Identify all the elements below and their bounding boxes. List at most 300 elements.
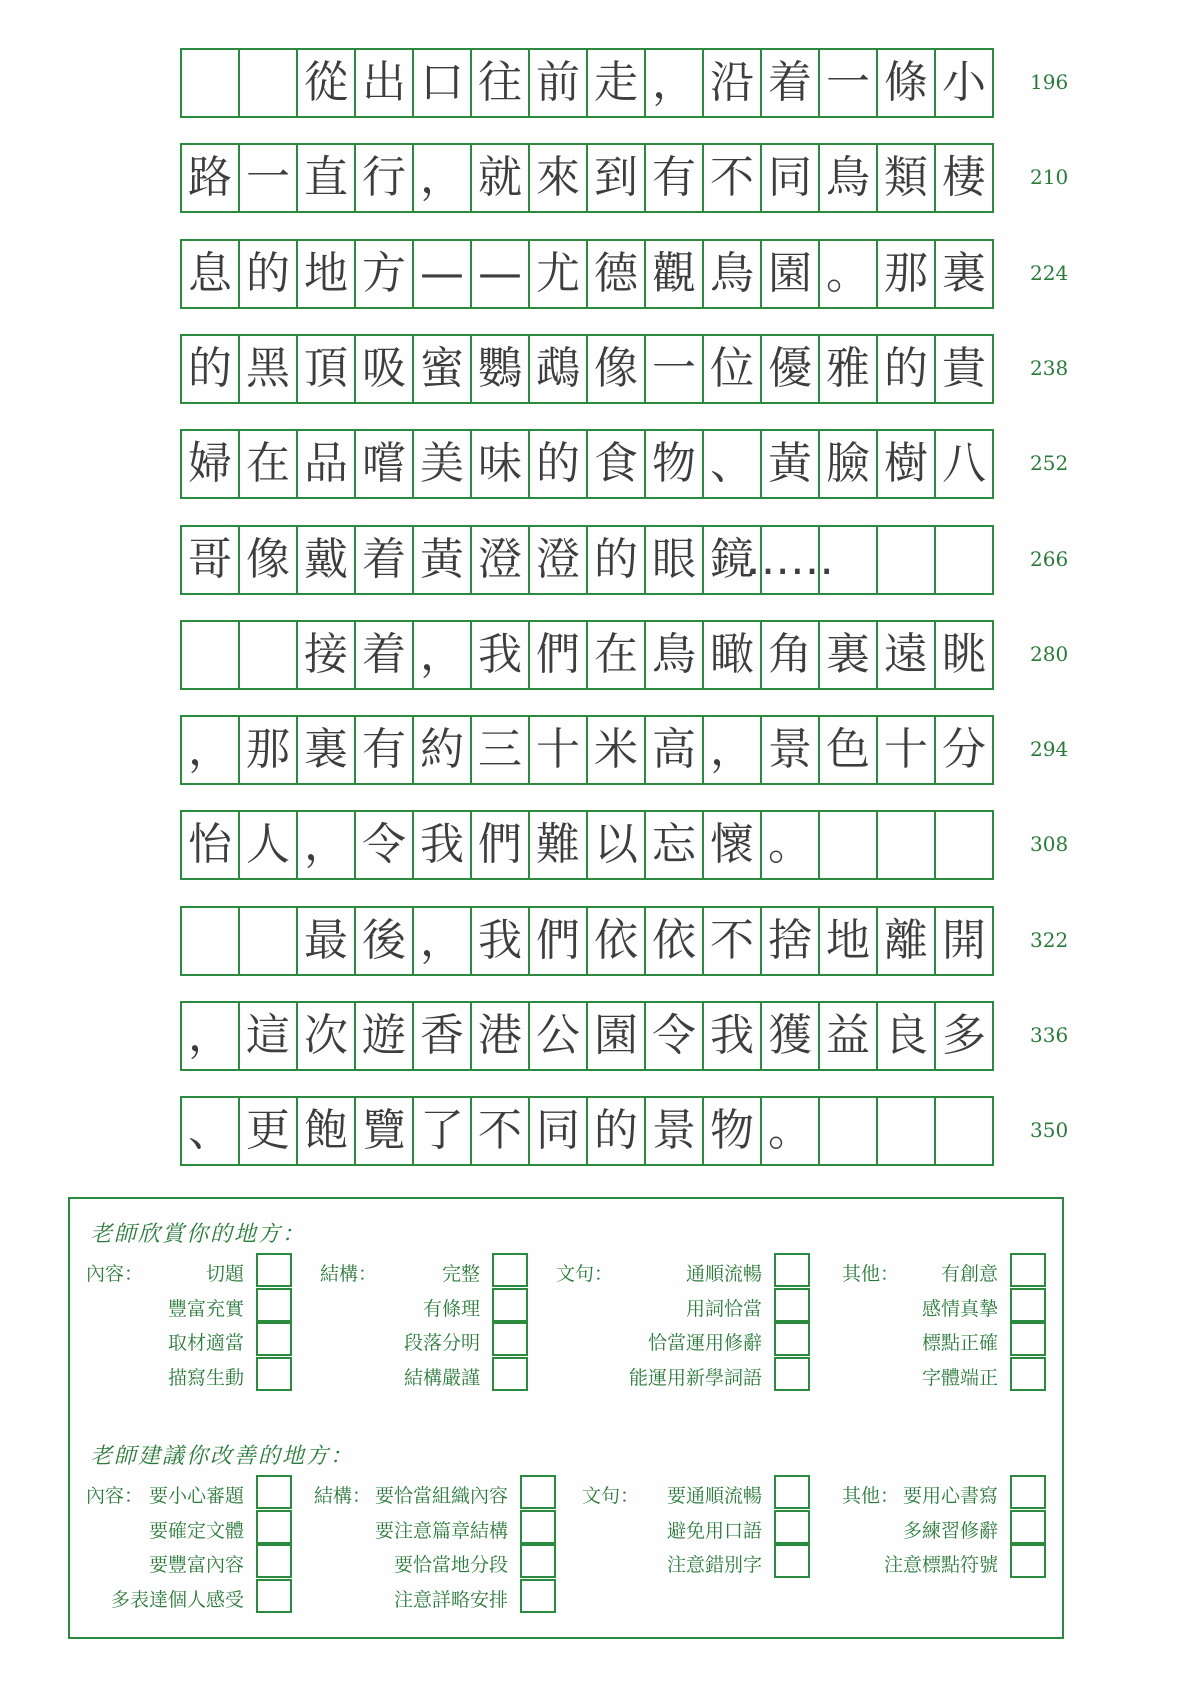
grid-cell <box>586 239 646 309</box>
grid-cell <box>238 620 298 690</box>
handwritten-character: 捨 <box>768 915 812 966</box>
handwritten-character: 益 <box>826 1010 870 1061</box>
handwritten-character: 蜜 <box>420 343 464 394</box>
grid-cell <box>238 715 298 785</box>
checkbox[interactable] <box>492 1322 528 1356</box>
grid-cell <box>644 525 704 595</box>
grid-cell <box>644 143 704 213</box>
handwritten-character: 更 <box>246 1105 290 1156</box>
handwritten-character: 同 <box>768 152 812 203</box>
handwritten-character: 哥 <box>188 534 232 585</box>
handwritten-character: 頂 <box>304 343 348 394</box>
handwritten-character: 十 <box>884 724 928 775</box>
handwritten-character: 有 <box>362 724 406 775</box>
grid-cell <box>586 1001 646 1071</box>
handwritten-character: 前 <box>536 57 580 108</box>
grid-cell <box>934 143 994 213</box>
handwritten-character: 怡 <box>188 819 232 870</box>
handwritten-character: 裏 <box>942 248 986 299</box>
criterion-label: 注意錯別字 <box>666 1554 762 1576</box>
criterion-label: 描寫生動 <box>167 1366 244 1389</box>
handwritten-character: 位 <box>710 343 754 394</box>
checkbox[interactable] <box>492 1253 528 1287</box>
grid-cell <box>934 906 994 976</box>
criterion-label: 注意詳略安排 <box>393 1588 508 1611</box>
criterion-label: 完整 <box>441 1263 480 1285</box>
grid-cell <box>412 239 472 309</box>
handwritten-character: 行 <box>362 152 406 203</box>
character-count: 266 <box>1030 547 1069 571</box>
checkbox[interactable] <box>1010 1253 1046 1287</box>
handwritten-character: 米 <box>594 724 638 775</box>
handwritten-character: 那 <box>246 724 290 775</box>
category-label: 其他： <box>842 1485 900 1507</box>
grid-cell <box>528 620 588 690</box>
grid-cell <box>180 239 240 309</box>
grid-cell <box>528 48 588 118</box>
handwritten-character: 出 <box>362 57 406 108</box>
checkbox[interactable] <box>1010 1475 1046 1509</box>
grid-cell <box>818 48 878 118</box>
grid-cell <box>818 525 878 595</box>
handwritten-character: 直 <box>304 152 348 203</box>
grid-cell <box>180 1096 240 1166</box>
grid-cell <box>702 715 762 785</box>
checkbox[interactable] <box>774 1322 810 1356</box>
criterion-label: 要豐富內容 <box>148 1554 244 1576</box>
handwritten-character: 不 <box>478 1105 522 1156</box>
grid-cell <box>470 429 530 499</box>
checkbox[interactable] <box>520 1475 556 1509</box>
criterion-label: 要小心審題 <box>148 1485 244 1507</box>
handwritten-character: 八 <box>942 438 986 489</box>
grid-cell <box>818 715 878 785</box>
checkbox[interactable] <box>774 1288 810 1322</box>
criterion-label: 多練習修辭 <box>902 1519 998 1542</box>
handwritten-character: 像 <box>246 534 290 585</box>
handwritten-character: 色 <box>826 724 870 775</box>
grid-row <box>180 810 1020 880</box>
grid-cell <box>470 334 530 404</box>
grid-cell <box>296 715 356 785</box>
grid-cell <box>702 1096 762 1166</box>
grid-row <box>180 48 1020 118</box>
grid-cell <box>644 620 704 690</box>
grid-cell <box>760 906 820 976</box>
handwritten-character: 品 <box>304 438 348 489</box>
handwritten-character: 類 <box>884 152 928 203</box>
handwritten-character: 了 <box>420 1105 464 1156</box>
grid-cell <box>702 143 762 213</box>
handwritten-character: 公 <box>536 1010 580 1061</box>
handwritten-character: 忘 <box>652 819 696 870</box>
grid-cell <box>586 48 646 118</box>
grid-cell <box>818 620 878 690</box>
handwritten-character: 們 <box>536 915 580 966</box>
handwritten-character: 。 <box>768 819 812 870</box>
criterion-label: 感情真摯 <box>921 1297 998 1320</box>
handwritten-character: 眺 <box>942 629 986 680</box>
grid-cell <box>238 1001 298 1071</box>
grid-cell <box>586 429 646 499</box>
handwritten-character: 。 <box>768 1105 812 1156</box>
checkbox[interactable] <box>256 1510 292 1544</box>
handwritten-character: 港 <box>478 1010 522 1061</box>
grid-cell <box>412 1001 472 1071</box>
handwritten-character: 十 <box>536 724 580 775</box>
grid-cell <box>296 143 356 213</box>
handwritten-character: 婦 <box>188 438 232 489</box>
grid-cell <box>876 715 936 785</box>
handwritten-character: 味 <box>478 438 522 489</box>
grid-cell <box>238 525 298 595</box>
handwritten-character: 棲 <box>942 152 986 203</box>
handwritten-character: 就 <box>478 152 522 203</box>
checkbox[interactable] <box>774 1544 810 1578</box>
grid-cell <box>296 525 356 595</box>
category-label: 內容： <box>86 1263 144 1285</box>
grid-cell <box>354 715 414 785</box>
handwritten-character: …… <box>746 534 834 585</box>
handwritten-character: 尤 <box>536 248 580 299</box>
handwritten-character: 觀 <box>652 248 696 299</box>
handwritten-character: 以 <box>594 819 638 870</box>
character-count: 308 <box>1030 832 1069 856</box>
grid-cell <box>818 1001 878 1071</box>
checkbox[interactable] <box>492 1288 528 1322</box>
handwritten-character: 眼 <box>652 534 696 585</box>
grid-row <box>180 1001 1020 1071</box>
grid-cell <box>470 143 530 213</box>
handwritten-character: 同 <box>536 1105 580 1156</box>
handwritten-character: 依 <box>652 915 696 966</box>
criterion-label: 標點正確 <box>921 1332 998 1354</box>
handwritten-character: 的 <box>594 534 638 585</box>
grid-cell <box>746 525 834 595</box>
checkbox[interactable] <box>774 1357 810 1391</box>
grid-cell <box>180 1001 240 1071</box>
handwritten-character: 遠 <box>884 629 928 680</box>
grid-cell <box>702 334 762 404</box>
grid-cell <box>586 810 646 880</box>
criterion-label: 要通順流暢 <box>666 1485 762 1507</box>
handwritten-character: 依 <box>594 915 638 966</box>
grid-cell <box>412 334 472 404</box>
grid-row <box>180 143 1020 213</box>
grid-cell <box>528 429 588 499</box>
grid-cell <box>644 1001 704 1071</box>
handwritten-character: 、 <box>188 1105 232 1156</box>
character-count: 238 <box>1030 356 1069 380</box>
criterion-label: 恰當運用修辭 <box>647 1332 762 1354</box>
checkbox[interactable] <box>774 1475 810 1509</box>
checkbox[interactable] <box>1010 1510 1046 1544</box>
criterion-label: 有條理 <box>422 1297 480 1320</box>
grid-cell <box>296 620 356 690</box>
grid-cell <box>296 334 356 404</box>
checkbox[interactable] <box>492 1357 528 1391</box>
handwritten-character: 貴 <box>942 343 986 394</box>
grid-row <box>180 525 1020 595</box>
grid-cell <box>876 429 936 499</box>
grid-cell <box>412 429 472 499</box>
handwritten-character: 開 <box>942 915 986 966</box>
grid-cell <box>760 143 820 213</box>
handwritten-character: 在 <box>246 438 290 489</box>
handwritten-character: 香 <box>420 1010 464 1061</box>
handwritten-character: 從 <box>304 57 348 108</box>
handwritten-character: 們 <box>478 819 522 870</box>
appreciate-title: 老師欣賞你的地方： <box>90 1222 307 1247</box>
category-label: 結構： <box>314 1485 372 1507</box>
grid-cell <box>702 620 762 690</box>
character-count: 210 <box>1030 165 1069 189</box>
grid-cell <box>412 620 472 690</box>
grid-row <box>180 429 1020 499</box>
grid-cell <box>238 334 298 404</box>
grid-cell <box>876 525 936 595</box>
handwritten-character: 我 <box>420 819 464 870</box>
grid-cell <box>586 143 646 213</box>
checkbox[interactable] <box>256 1288 292 1322</box>
grid-cell <box>528 1096 588 1166</box>
grid-cell <box>528 334 588 404</box>
grid-cell <box>760 1001 820 1071</box>
handwritten-character: — <box>478 248 522 299</box>
checkbox[interactable] <box>1010 1357 1046 1391</box>
grid-cell <box>470 239 530 309</box>
checkbox[interactable] <box>256 1475 292 1509</box>
grid-cell <box>760 239 820 309</box>
criterion-label: 要注意篇章結構 <box>374 1519 508 1542</box>
grid-cell <box>644 48 704 118</box>
handwritten-character: 三 <box>478 724 522 775</box>
grid-cell <box>180 48 240 118</box>
grid-cell <box>760 334 820 404</box>
grid-row <box>180 334 1020 404</box>
grid-cell <box>876 1001 936 1071</box>
criterion-label: 多表達個人感受 <box>110 1588 244 1611</box>
checkbox[interactable] <box>256 1253 292 1287</box>
grid-cell <box>702 239 762 309</box>
criterion-label: 取材適當 <box>167 1332 244 1354</box>
grid-cell <box>470 1096 530 1166</box>
handwritten-character: 小 <box>942 57 986 108</box>
handwritten-character: 飽 <box>304 1105 348 1156</box>
grid-cell <box>180 143 240 213</box>
criterion-label: 用詞恰當 <box>685 1297 762 1320</box>
handwritten-character: 裏 <box>304 724 348 775</box>
grid-cell <box>934 1096 994 1166</box>
grid-cell <box>586 525 646 595</box>
handwritten-character: 多 <box>942 1010 986 1061</box>
handwritten-character: 在 <box>594 629 638 680</box>
grid-row <box>180 239 1020 309</box>
handwritten-character: 的 <box>188 343 232 394</box>
grid-cell <box>528 239 588 309</box>
checkbox[interactable] <box>774 1253 810 1287</box>
handwritten-character: ， <box>652 57 696 108</box>
grid-cell <box>586 906 646 976</box>
grid-cell <box>180 334 240 404</box>
handwritten-character: 的 <box>594 1105 638 1156</box>
grid-cell <box>818 334 878 404</box>
handwritten-character: 嚐 <box>362 438 406 489</box>
handwritten-character: ， <box>420 915 464 966</box>
grid-cell <box>528 810 588 880</box>
grid-cell <box>470 715 530 785</box>
grid-cell <box>934 715 994 785</box>
checkbox[interactable] <box>774 1510 810 1544</box>
handwritten-character: 有 <box>652 152 696 203</box>
character-count: 322 <box>1030 928 1069 952</box>
checkbox[interactable] <box>256 1579 292 1613</box>
handwritten-character: 鳥 <box>652 629 696 680</box>
handwritten-character: 食 <box>594 438 638 489</box>
handwritten-character: 約 <box>420 724 464 775</box>
handwritten-character: 我 <box>478 915 522 966</box>
character-count: 252 <box>1030 451 1069 475</box>
grid-cell <box>876 620 936 690</box>
handwritten-character: 的 <box>246 248 290 299</box>
handwritten-character: 往 <box>478 57 522 108</box>
improve-title: 老師建議你改善的地方： <box>90 1444 355 1469</box>
grid-cell <box>702 810 762 880</box>
criterion-label: 要用心書寫 <box>902 1485 998 1507</box>
checkbox[interactable] <box>1010 1322 1046 1356</box>
character-count: 294 <box>1030 737 1069 761</box>
handwritten-character: 美 <box>420 438 464 489</box>
handwritten-character: 分 <box>942 724 986 775</box>
criterion-label: 要恰當地分段 <box>393 1554 508 1576</box>
handwritten-character: 一 <box>826 57 870 108</box>
criterion-label: 字體端正 <box>921 1366 998 1389</box>
handwritten-character: 戴 <box>304 534 348 585</box>
checkbox[interactable] <box>1010 1288 1046 1322</box>
handwritten-character: ， <box>304 819 348 870</box>
grid-cell <box>238 239 298 309</box>
handwritten-character: 方 <box>362 248 406 299</box>
checkbox[interactable] <box>256 1544 292 1578</box>
grid-cell <box>528 1001 588 1071</box>
grid-cell <box>296 239 356 309</box>
handwritten-character: 後 <box>362 915 406 966</box>
grid-cell <box>702 1001 762 1071</box>
teacher-feedback-box <box>68 1197 1064 1639</box>
grid-row <box>180 620 1020 690</box>
handwritten-character: 這 <box>246 1010 290 1061</box>
grid-cell <box>528 906 588 976</box>
grid-cell <box>818 429 878 499</box>
grid-cell <box>180 525 240 595</box>
handwritten-character: 角 <box>768 629 812 680</box>
handwritten-character: 鳥 <box>826 152 870 203</box>
checkbox[interactable] <box>520 1510 556 1544</box>
grid-cell <box>354 1096 414 1166</box>
grid-cell <box>818 906 878 976</box>
handwritten-character: 令 <box>362 819 406 870</box>
grid-cell <box>876 1096 936 1166</box>
grid-cell <box>702 429 762 499</box>
grid-cell <box>934 239 994 309</box>
grid-cell <box>934 429 994 499</box>
handwritten-character: 臉 <box>826 438 870 489</box>
handwritten-character: 着 <box>362 534 406 585</box>
grid-cell <box>876 334 936 404</box>
grid-cell <box>818 239 878 309</box>
grid-cell <box>470 525 530 595</box>
handwritten-character: 黑 <box>246 343 290 394</box>
grid-cell <box>296 48 356 118</box>
handwritten-character: 瞰 <box>710 629 754 680</box>
grid-cell <box>528 143 588 213</box>
grid-cell <box>354 620 414 690</box>
criterion-label: 通順流暢 <box>685 1263 762 1285</box>
handwritten-character: 良 <box>884 1010 928 1061</box>
grid-cell <box>760 429 820 499</box>
handwritten-character: 黃 <box>420 534 464 585</box>
grid-cell <box>180 906 240 976</box>
handwritten-character: 次 <box>304 1010 348 1061</box>
handwritten-character: 離 <box>884 915 928 966</box>
handwritten-character: 遊 <box>362 1010 406 1061</box>
handwritten-character: 黃 <box>768 438 812 489</box>
handwritten-character: 園 <box>768 248 812 299</box>
checkbox[interactable] <box>256 1357 292 1391</box>
grid-cell <box>644 906 704 976</box>
grid-cell <box>644 239 704 309</box>
checkbox[interactable] <box>1010 1544 1046 1578</box>
grid-cell <box>180 715 240 785</box>
grid-cell <box>354 239 414 309</box>
category-label: 內容： <box>86 1485 144 1507</box>
handwritten-character: ， <box>188 1010 232 1061</box>
handwritten-character: 條 <box>884 57 928 108</box>
handwritten-character: 覽 <box>362 1105 406 1156</box>
grid-cell <box>180 810 240 880</box>
handwritten-character: 到 <box>594 152 638 203</box>
criterion-label: 要恰當組織內容 <box>374 1485 508 1507</box>
grid-cell <box>412 48 472 118</box>
criterion-label: 有創意 <box>940 1263 998 1285</box>
handwritten-character: 樹 <box>884 438 928 489</box>
checkbox[interactable] <box>520 1579 556 1613</box>
grid-cell <box>760 715 820 785</box>
handwritten-character: 鵡 <box>536 343 580 394</box>
handwritten-character: 路 <box>188 152 232 203</box>
grid-cell <box>760 620 820 690</box>
handwritten-character: 接 <box>304 629 348 680</box>
handwritten-character: 澄 <box>478 534 522 585</box>
handwritten-character: 息 <box>188 248 232 299</box>
checkbox[interactable] <box>256 1322 292 1356</box>
criterion-label: 結構嚴謹 <box>403 1366 480 1389</box>
handwritten-character: 像 <box>594 343 638 394</box>
handwritten-character: 的 <box>884 343 928 394</box>
grid-cell <box>586 1096 646 1166</box>
handwritten-character: 那 <box>884 248 928 299</box>
grid-cell <box>528 715 588 785</box>
grid-cell <box>354 1001 414 1071</box>
handwritten-character: 口 <box>420 57 464 108</box>
grid-cell <box>934 48 994 118</box>
criterion-label: 注意標點符號 <box>883 1554 998 1576</box>
grid-cell <box>238 906 298 976</box>
grid-cell <box>296 1001 356 1071</box>
checkbox[interactable] <box>520 1544 556 1578</box>
grid-cell <box>296 906 356 976</box>
criterion-label: 能運用新學詞語 <box>628 1366 762 1389</box>
